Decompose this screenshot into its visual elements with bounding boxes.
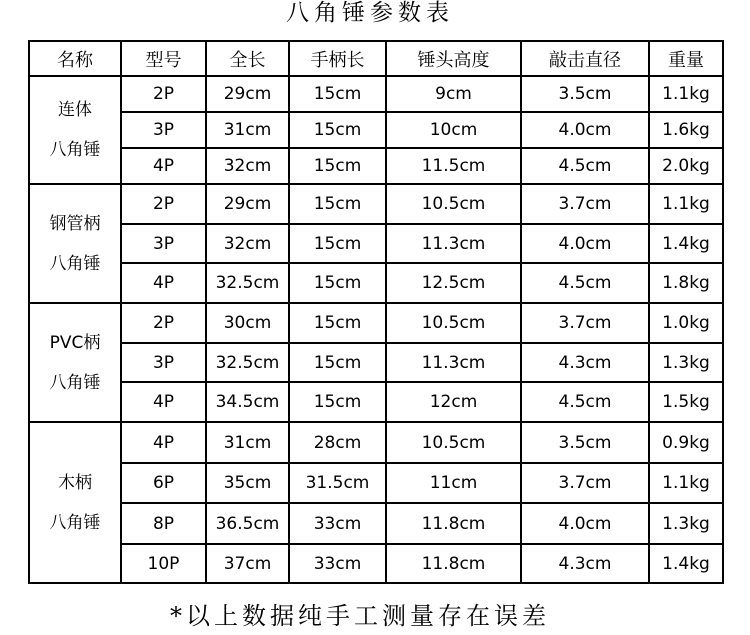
- weight-cell: 1.6kg: [649, 112, 723, 148]
- group-name-cell: [29, 303, 121, 422]
- strike-diameter-cell: 3.5cm: [521, 422, 649, 463]
- head-height-cell: 12.5cm: [386, 263, 521, 303]
- head-height-cell: 11.8cm: [386, 544, 521, 583]
- table-row: [29, 422, 723, 463]
- handle-length-cell: 15cm: [289, 382, 386, 422]
- group-name-line: 八角锤: [49, 372, 101, 393]
- table-row: [29, 184, 723, 224]
- table-row: [29, 303, 723, 343]
- head-height-cell: 10.5cm: [386, 422, 521, 463]
- total-length-cell: 36.5cm: [206, 503, 289, 544]
- strike-diameter-cell: 4.3cm: [521, 544, 649, 583]
- handle-length-cell: 15cm: [289, 224, 386, 263]
- footnote: *以上数据纯手工测量存在误差: [170, 602, 550, 630]
- weight-cell: 1.1kg: [649, 184, 723, 224]
- head-height-cell: 11.8cm: [386, 503, 521, 544]
- handle-length-cell: 15cm: [289, 184, 386, 224]
- handle-length-cell: 15cm: [289, 148, 386, 184]
- handle-length-cell: 15cm: [289, 343, 386, 382]
- header-model: 型号: [121, 41, 206, 76]
- header-total-length: 全长: [206, 41, 289, 76]
- group-name-line: PVC柄: [49, 332, 101, 353]
- table-row: [29, 463, 723, 503]
- model-cell: 10P: [121, 544, 206, 583]
- table-row: [29, 544, 723, 583]
- page-title: 八角锤参数表: [286, 0, 454, 26]
- group-name-line: 八角锤: [49, 253, 101, 274]
- weight-cell: 0.9kg: [649, 422, 723, 463]
- strike-diameter-cell: 4.0cm: [521, 224, 649, 263]
- strike-diameter-cell: 3.7cm: [521, 463, 649, 503]
- group-name-cell: [29, 184, 121, 303]
- weight-cell: 1.4kg: [649, 224, 723, 263]
- weight-cell: 1.5kg: [649, 382, 723, 422]
- table-row: [29, 382, 723, 422]
- strike-diameter-cell: 4.0cm: [521, 503, 649, 544]
- header-name: 名称: [29, 41, 121, 76]
- model-cell: 4P: [121, 148, 206, 184]
- table-row: [29, 148, 723, 184]
- total-length-cell: 31cm: [206, 422, 289, 463]
- head-height-cell: 10.5cm: [386, 184, 521, 224]
- table-row: [29, 503, 723, 544]
- header-weight: 重量: [649, 41, 723, 76]
- strike-diameter-cell: 4.5cm: [521, 382, 649, 422]
- head-height-cell: 11.3cm: [386, 224, 521, 263]
- model-cell: 2P: [121, 184, 206, 224]
- table-row: [29, 263, 723, 303]
- group-name-line: 连体: [58, 100, 92, 120]
- strike-diameter-cell: 4.3cm: [521, 343, 649, 382]
- head-height-cell: 11cm: [386, 463, 521, 503]
- total-length-cell: 37cm: [206, 544, 289, 583]
- group-name-line: 八角锤: [49, 512, 101, 533]
- total-length-cell: 32.5cm: [206, 263, 289, 303]
- head-height-cell: 12cm: [386, 382, 521, 422]
- strike-diameter-cell: 3.7cm: [521, 184, 649, 224]
- handle-length-cell: 15cm: [289, 112, 386, 148]
- spec-table: [28, 40, 724, 584]
- model-cell: 6P: [121, 463, 206, 503]
- handle-length-cell: 15cm: [289, 263, 386, 303]
- total-length-cell: 34.5cm: [206, 382, 289, 422]
- total-length-cell: 32.5cm: [206, 343, 289, 382]
- model-cell: 2P: [121, 303, 206, 343]
- model-cell: 8P: [121, 503, 206, 544]
- group-name-cell: [29, 76, 121, 184]
- header-head-height: 锤头高度: [386, 41, 521, 76]
- group-name-cell: [29, 422, 121, 583]
- head-height-cell: 10cm: [386, 112, 521, 148]
- table-row: [29, 76, 723, 112]
- weight-cell: 1.1kg: [649, 76, 723, 112]
- table-row: [29, 224, 723, 263]
- group-name-line: 八角锤: [49, 140, 101, 160]
- head-height-cell: 10.5cm: [386, 303, 521, 343]
- handle-length-cell: 28cm: [289, 422, 386, 463]
- total-length-cell: 32cm: [206, 148, 289, 184]
- weight-cell: 2.0kg: [649, 148, 723, 184]
- total-length-cell: 29cm: [206, 184, 289, 224]
- handle-length-cell: 33cm: [289, 503, 386, 544]
- weight-cell: 1.3kg: [649, 503, 723, 544]
- table-row: [29, 112, 723, 148]
- weight-cell: 1.0kg: [649, 303, 723, 343]
- strike-diameter-cell: 4.5cm: [521, 263, 649, 303]
- model-cell: 3P: [121, 343, 206, 382]
- weight-cell: 1.1kg: [649, 463, 723, 503]
- header-strike-diameter: 敲击直径: [521, 41, 649, 76]
- total-length-cell: 32cm: [206, 224, 289, 263]
- handle-length-cell: 15cm: [289, 76, 386, 112]
- model-cell: 3P: [121, 224, 206, 263]
- header-handle-length: 手柄长: [289, 41, 386, 76]
- total-length-cell: 31cm: [206, 112, 289, 148]
- group-name-line: 钢管柄: [49, 213, 101, 234]
- model-cell: 4P: [121, 263, 206, 303]
- strike-diameter-cell: 4.0cm: [521, 112, 649, 148]
- total-length-cell: 35cm: [206, 463, 289, 503]
- head-height-cell: 11.5cm: [386, 148, 521, 184]
- handle-length-cell: 31.5cm: [289, 463, 386, 503]
- model-cell: 4P: [121, 422, 206, 463]
- model-cell: 3P: [121, 112, 206, 148]
- model-cell: 2P: [121, 76, 206, 112]
- strike-diameter-cell: 4.5cm: [521, 148, 649, 184]
- weight-cell: 1.4kg: [649, 544, 723, 583]
- total-length-cell: 29cm: [206, 76, 289, 112]
- group-name-line: 木柄: [58, 472, 92, 493]
- strike-diameter-cell: 3.5cm: [521, 76, 649, 112]
- weight-cell: 1.3kg: [649, 343, 723, 382]
- weight-cell: 1.8kg: [649, 263, 723, 303]
- total-length-cell: 30cm: [206, 303, 289, 343]
- model-cell: 4P: [121, 382, 206, 422]
- handle-length-cell: 15cm: [289, 303, 386, 343]
- strike-diameter-cell: 3.7cm: [521, 303, 649, 343]
- handle-length-cell: 33cm: [289, 544, 386, 583]
- table-row: [29, 343, 723, 382]
- table-header-row: [29, 41, 723, 76]
- head-height-cell: 11.3cm: [386, 343, 521, 382]
- head-height-cell: 9cm: [386, 76, 521, 112]
